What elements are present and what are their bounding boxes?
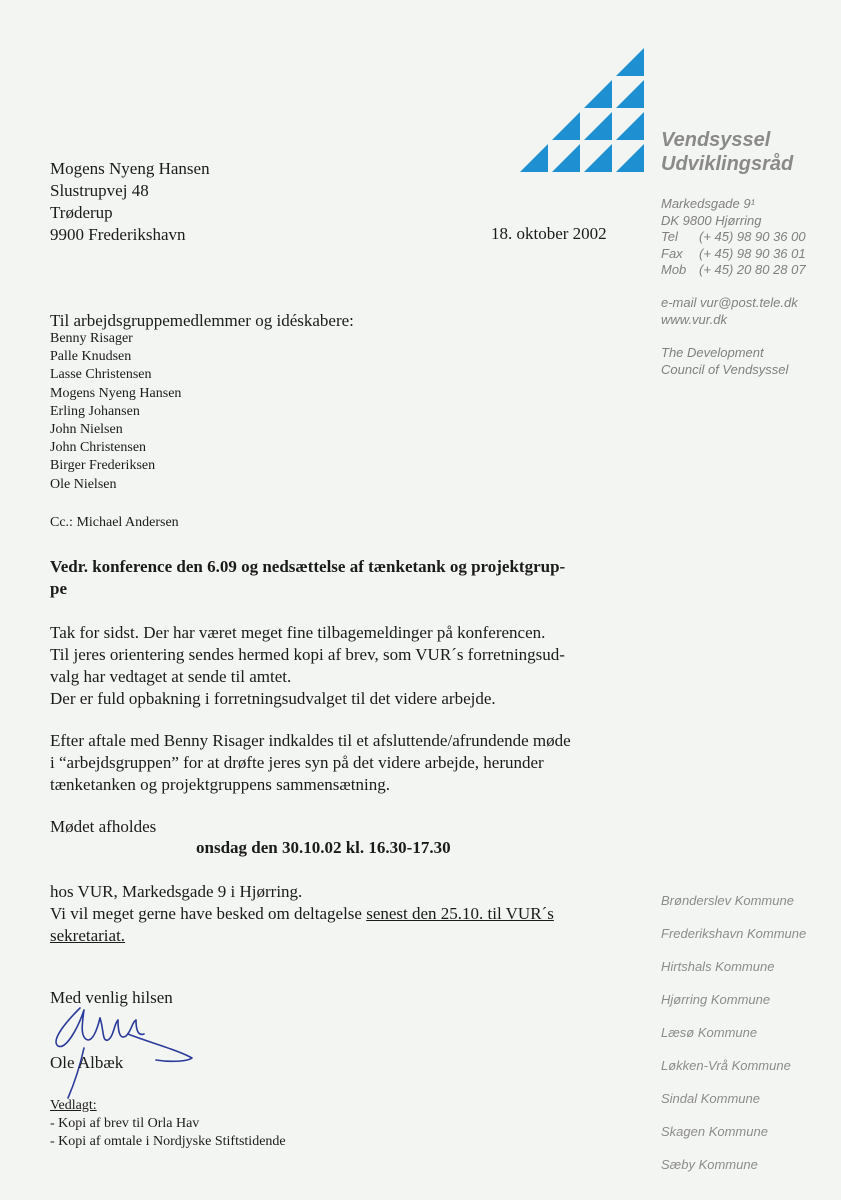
recipient-item: Ole Nielsen	[50, 476, 117, 492]
municipality-item: Frederikshavn Kommune	[661, 926, 807, 941]
organization-name	[661, 128, 793, 176]
org-city: DK 9800 Hjørring	[661, 212, 762, 228]
paragraph-line: Efter aftale med Benny Risager indkaldes til et afsluttende/afrundende møde	[50, 731, 571, 750]
meeting-time: onsdag den 30.10.02 kl. 16.30-17.30	[196, 838, 451, 857]
mob-label: Mob	[661, 262, 687, 277]
recipient-item: Palle Knudsen	[50, 349, 132, 365]
municipality-list	[661, 893, 806, 1190]
municipality-item: Sæby Kommune	[661, 1157, 758, 1172]
sender-postal: 9900 Frederikshavn	[50, 225, 186, 244]
municipality-item: Hirtshals Kommune	[661, 959, 775, 974]
contact-block	[661, 196, 806, 279]
meeting-intro: Mødet afholdes	[50, 817, 157, 836]
english-name-line1: The Development	[661, 345, 764, 360]
cc-line: Cc.: Michael Andersen	[50, 515, 179, 530]
subject-line2: pe	[50, 579, 67, 598]
recipient-item: Benny Risager	[50, 331, 133, 346]
fax-value: (+ 45) 98 90 36 01	[699, 245, 806, 261]
paragraph-line: valg har vedtaget at sende til amtet.	[50, 667, 292, 686]
municipality-item: Læsø Kommune	[661, 1025, 758, 1040]
recipient-item: Erling Johansen	[50, 403, 140, 419]
sender-name: Mogens Nyeng Hansen	[50, 159, 210, 178]
paragraph-invitation	[50, 730, 630, 796]
location-line: hos VUR, Markedsgade 9 i Hjørring.	[50, 882, 303, 901]
sender-street: Slustrupvej 48	[50, 181, 149, 200]
paragraph-intro	[50, 622, 630, 710]
paragraph-line: Der er fuld opbakning i forretningsudvalget til det videre arbejde.	[50, 689, 496, 708]
paragraph-line: i “arbejdsgruppen” for at drøfte jeres syn på det videre arbejde, herunder	[50, 753, 544, 772]
english-name	[661, 345, 788, 378]
enclosures-heading: Vedlagt:	[50, 1098, 97, 1113]
recipient-item: Mogens Nyeng Hansen	[50, 385, 182, 401]
org-mob	[661, 262, 806, 279]
tel-label: Tel	[661, 229, 678, 244]
paragraph-line: Til jeres orientering sendes hermed kopi af brev, som VUR´s forretningsud-	[50, 645, 565, 664]
letter-date: 18. oktober 2002	[491, 224, 607, 243]
web-block	[661, 295, 798, 328]
subject-line1: Vedr. konference den 6.09 og nedsættelse af tænketank og projektgrup-	[50, 557, 566, 576]
enclosure-item: - Kopi af brev til Orla Hav	[50, 1116, 200, 1131]
handwritten-signature	[28, 990, 208, 1100]
municipality-item: Brønderslev Kommune	[661, 893, 794, 908]
paragraph-line: Tak for sidst. Der har været meget fine tilbagemeldinger på konferencen.	[50, 623, 546, 642]
organization-name-line2: Udviklingsråd	[661, 153, 794, 175]
rsvp-deadline-cont: sekretariat.	[50, 926, 126, 945]
org-email: e-mail vur@post.tele.dk	[661, 295, 798, 310]
recipient-item: John Nielsen	[50, 422, 123, 438]
paragraph-location	[50, 881, 630, 947]
enclosure-item: - Kopi af omtale i Nordjyske Stiftstidende	[50, 1134, 286, 1149]
closing: Med venlig hilsen	[50, 988, 173, 1007]
enclosures	[50, 1097, 286, 1151]
paragraph-line: tænketanken og projektgruppens sammensætning.	[50, 775, 390, 794]
tel-value: (+ 45) 98 90 36 00	[699, 229, 806, 244]
rsvp-line	[50, 903, 630, 925]
org-website: www.vur.dk	[661, 311, 727, 327]
recipient-item: Lasse Christensen	[50, 367, 152, 383]
rsvp-prefix: Vi vil meget gerne have besked om deltagelse	[50, 904, 367, 923]
mob-value: (+ 45) 20 80 28 07	[699, 262, 806, 277]
signatory-name: Ole Albæk	[50, 1053, 124, 1072]
organization-name-line1: Vendsyssel	[661, 129, 771, 151]
municipality-item: Sindal Kommune	[661, 1091, 760, 1106]
municipality-item: Hjørring Kommune	[661, 992, 771, 1007]
recipient-list	[50, 330, 181, 494]
recipient-item: John Christensen	[50, 440, 147, 456]
org-tel	[661, 229, 806, 246]
fax-label: Fax	[661, 245, 683, 261]
org-address: Markedsgade 9¹	[661, 196, 755, 211]
municipality-item: Skagen Kommune	[661, 1124, 768, 1139]
vur-logo-icon	[516, 46, 646, 174]
subject-heading	[50, 556, 620, 600]
recipient-item: Birger Frederiksen	[50, 458, 156, 474]
english-name-line2: Council of Vendsyssel	[661, 361, 789, 377]
recipients-heading: Til arbejdsgruppemedlemmer og idéskabere:	[50, 311, 354, 330]
sender-town: Trøderup	[50, 203, 113, 222]
rsvp-deadline: senest den 25.10. til VUR´s	[366, 904, 554, 923]
org-fax	[661, 246, 806, 263]
sender-address	[50, 158, 210, 246]
municipality-item: Løkken-Vrå Kommune	[661, 1058, 791, 1073]
